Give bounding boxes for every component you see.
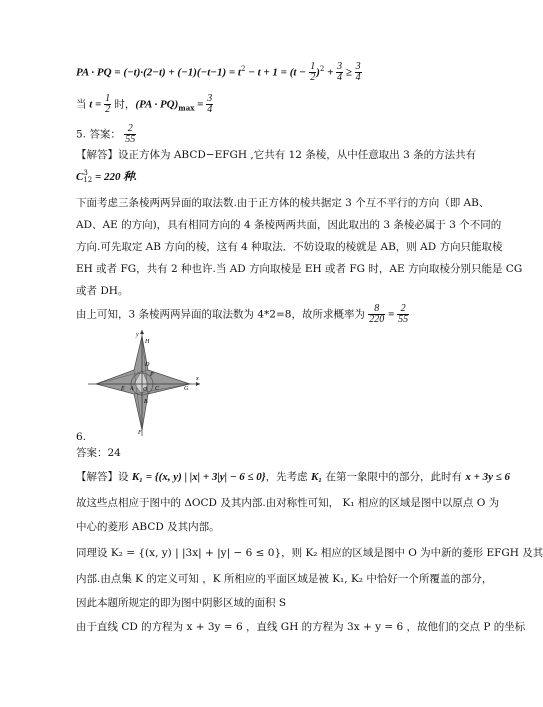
- fraction-t-half: $\frac{1}{2}$: [105, 93, 111, 115]
- question-6-answer: 答案：24: [76, 447, 121, 459]
- max-value-line: 当 t = $\frac{1}{2}$ 时，$(PA \cdot PQ)_{max}$ = $\frac{3}{4}$: [76, 93, 213, 115]
- solution2-line-4: 同理设 K₂ = {(x, y) | |3x| + |y| − 6 ≤ 0}，则 K₂ 相应的区域是图中 O 为中新的菱形 EFGH 及其: [76, 547, 543, 559]
- answer-5-fraction: $\frac{2}{55}$: [125, 123, 136, 145]
- solution2-line-6: 因此本题所规定的即为图中阴影区域的面积 S: [76, 597, 287, 609]
- solution2-line-5: 内部.由点集 K 的定义可知 ，K 所相应的平面区域是被 K₁, K₂ 中恰好一个所覆盖的部分，: [76, 573, 493, 585]
- label-y: y: [136, 332, 139, 338]
- solution2-line-3: 中心的菱形 ABCD 及其内部。: [76, 521, 220, 533]
- label-B: B: [144, 399, 148, 405]
- label-A: A: [130, 386, 134, 392]
- solution2-line-1: 【解答】设 K₁ = {(x, y) | |x| + 3|y| − 6 ≤ 0}，先考虑 K₁ 在第一象限中的部分，此时有 x + 3y ≤ 6: [76, 471, 511, 483]
- paragraph-line-2: AD、AE 的方向)，具有相同方向的 4 条棱两两共面，因此取出的 3 条棱必属于 3 个不同的: [76, 219, 502, 231]
- solution-intro: 【解答】设正方体为 ABCD−EFGH ,它共有 12 条棱，从中任意取出 3 条的方法共有: [76, 149, 477, 161]
- solution2-line-7: 由于直线 CD 的方程为 x + 3y = 6 ，直线 GH 的方程为 3x + y = 6 ，故他们的交点 P 的坐标: [76, 621, 526, 633]
- label-x: x: [196, 376, 199, 382]
- fraction-8-220: $\frac{8}{220}$: [369, 303, 385, 325]
- label-F: F: [138, 430, 142, 436]
- x-arrow-icon: [196, 382, 200, 386]
- combination-line: C 3 12 = 220 种.: [76, 169, 138, 184]
- fraction-2-55: $\frac{2}{55}$: [398, 303, 409, 325]
- fraction-three-quarters: $\frac{3}{4}$: [337, 61, 343, 83]
- fraction-max-value: $\frac{3}{4}$: [207, 93, 213, 115]
- label-O: O: [143, 387, 148, 393]
- paragraph-line-4: EH 或者 FG，共有 2 种也许.当 AD 方向取棱是 EH 或者 FG 时，AE 方向取棱分别只能是 CG: [76, 263, 523, 275]
- probability-line: 由上可知，3 条棱两两异面的取法数为 4*2=8，故所求概率为 $\frac{8}{220}$ = $\frac{2}{55}$: [76, 303, 409, 325]
- label-C: C: [155, 386, 160, 392]
- y-arrow-icon: [140, 330, 144, 334]
- paragraph-line-1: 下面考虑三条棱两两异面的取法数.由于正方体的棱共据定 3 个互不平行的方向（即 AB、: [76, 197, 490, 209]
- fraction-three-quarters-2: $\frac{3}{4}$: [355, 61, 361, 83]
- equation-dot-product: PA · PQ = $(-t)\cdot(2-t) + (-1)(-t-1) = t^2 - t + 1 = (t$ − $\frac{1}{2}$ )$^2$ + $\frac{3}{4}$ ≥ $\frac{3}{4}$: [76, 61, 361, 83]
- equation-mid: − t + 1 = (t −: [245, 66, 306, 79]
- question-6-number: 6.: [76, 431, 87, 443]
- solution-tag: 【解答】: [76, 149, 118, 161]
- solution2-line-2: 故这些点相应于图中的 ΔOCD 及其内部.由对称性可知， K₁ 相应的区域是图中以原点 O 为: [76, 497, 500, 509]
- label-E: E: [121, 386, 125, 392]
- star-region-figure: [84, 330, 204, 440]
- paragraph-line-5: 或者 DH。: [76, 285, 129, 297]
- label-D: D: [145, 362, 150, 368]
- paragraph-line-3: 方向.可先取定 AB 方向的棱，这有 4 种取法．不妨设取的棱就是 AB，则 AD 方向只能取棱: [76, 241, 503, 253]
- label-G: G: [184, 386, 189, 392]
- label-P: P: [150, 372, 154, 378]
- equation-lhs: PA · PQ = (−t)·(2−t) + (−1)(−t−1) = t: [76, 66, 241, 79]
- fraction-half: $\frac{1}{2}$: [310, 61, 316, 83]
- label-H: H: [145, 339, 150, 345]
- answer-5: 5. 答案： $\frac{2}{55}$: [76, 123, 136, 145]
